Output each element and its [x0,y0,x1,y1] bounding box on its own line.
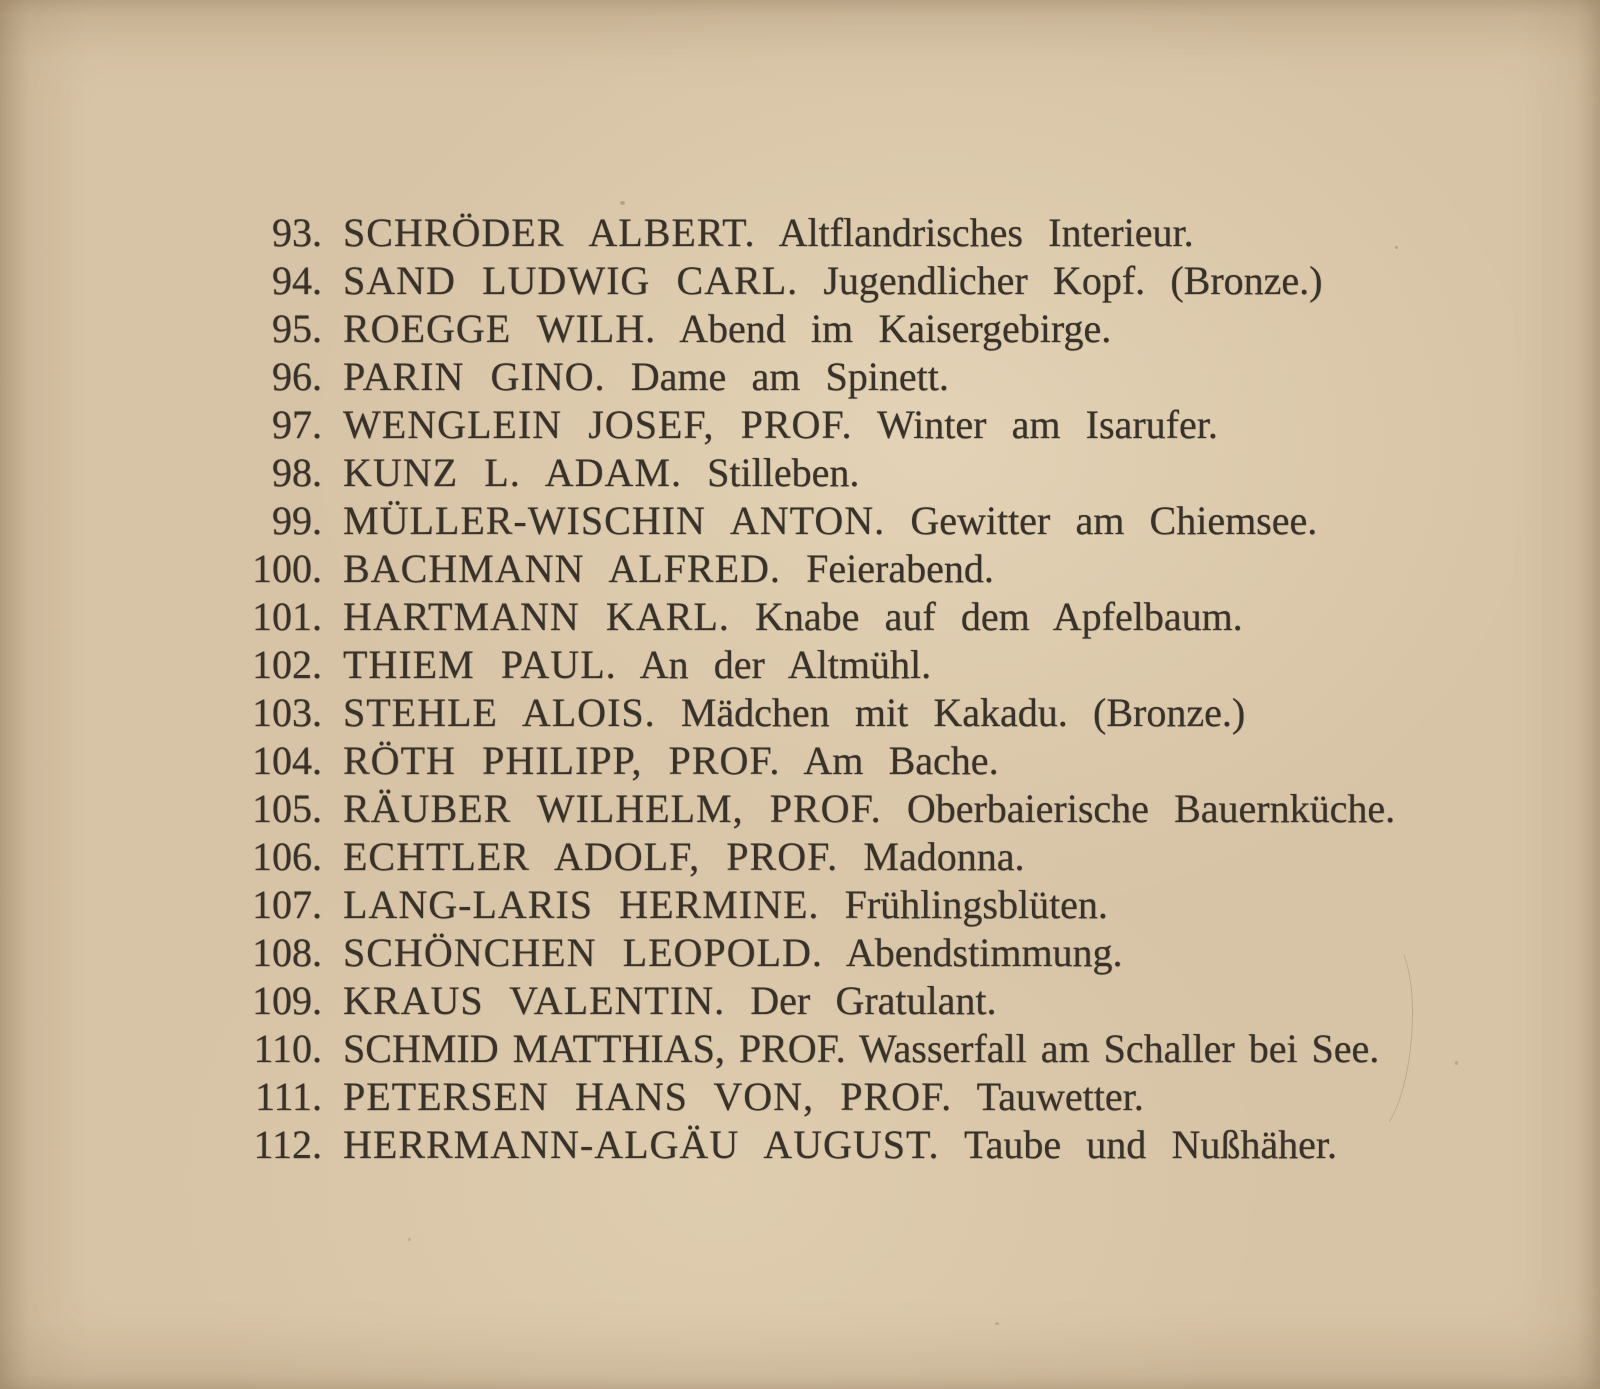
entry-number: 99. [272,498,322,543]
entry-title: Am Bache. [803,738,999,783]
catalog-entry [0,929,1600,977]
entry-text [343,1121,1337,1169]
entry-title: Wasserfall am Schaller bei See. [858,1026,1380,1071]
entry-artist: BACHMANN ALFRED. [343,546,781,591]
entry-number: 112. [253,1122,322,1167]
entry-title: Abendstimmung. [845,930,1123,975]
entry-title: Taube und Nußhäher. [963,1122,1338,1167]
entry-artist: LANG-LARIS HERMINE. [343,882,820,927]
entry-number: 101. [252,594,322,639]
entry-number: 111. [254,1074,322,1119]
entry-number: 94. [272,258,322,303]
entry-artist: RÖTH PHILIPP, PROF. [343,738,781,783]
entry-title: Mädchen mit Kakadu. (Bronze.) [680,690,1246,735]
entry-title: Feierabend. [806,546,994,591]
entry-number: 97. [272,402,322,447]
entry-text [343,1073,1144,1121]
paper-speck [995,1322,999,1325]
paper-speck [620,201,625,205]
entry-text [343,545,994,593]
entry-text [343,497,1317,545]
entry-number: 104. [252,738,322,783]
entry-title: Tauwetter. [976,1074,1144,1119]
catalog-entry [0,1073,1600,1121]
entry-number: 95. [272,306,322,351]
entry-number: 110. [253,1026,322,1071]
catalog-entry [0,545,1600,593]
entry-title: Oberbaierische Bauernküche. [906,786,1396,831]
entry-number: 100. [252,546,322,591]
entry-title: Jugendlicher Kopf. (Bronze.) [823,258,1323,303]
entry-title: Dame am Spinett. [630,354,949,399]
catalog-entry [0,737,1600,785]
entry-artist: ROEGGE WILH. [343,306,657,351]
entry-title: Madonna. [863,834,1025,879]
catalog-entry [0,881,1600,929]
catalog-entry [0,401,1600,449]
entry-artist: STEHLE ALOIS. [343,690,656,735]
catalog-entry [0,1025,1600,1073]
entry-number: 108. [252,930,322,975]
entry-artist: ECHTLER ADOLF, PROF. [343,834,839,879]
entry-text [343,689,1245,737]
entry-text [343,641,931,689]
catalog-entry [0,977,1600,1025]
entry-number: 107. [252,882,322,927]
entry-text [343,449,859,497]
entry-number: 105. [252,786,322,831]
entry-text [343,593,1243,641]
entry-text [343,1025,1379,1073]
entry-artist: RÄUBER WILHELM, PROF. [343,786,882,831]
entry-artist: SCHÖNCHEN LEOPOLD. [343,930,823,975]
entry-number: 102. [252,642,322,687]
entry-title: Der Gratulant. [750,978,997,1023]
catalog-entry [0,785,1600,833]
catalog-entry [0,1121,1600,1169]
catalog-entry [0,497,1600,545]
entry-artist: MÜLLER-WISCHIN ANTON. [343,498,886,543]
catalog-entry [0,689,1600,737]
entry-number: 96. [272,354,322,399]
entry-text [343,737,999,785]
entry-artist: SCHMID MATTHIAS, PROF. [343,1026,846,1071]
entry-title: Winter am Isarufer. [876,402,1218,447]
paper-speck [408,1238,411,1241]
entry-text [343,929,1123,977]
catalog-entry [0,209,1600,257]
entry-artist: SCHRÖDER ALBERT. [343,210,756,255]
entry-number: 103. [252,690,322,735]
entry-number: 93. [272,210,322,255]
catalog-entry [0,593,1600,641]
entry-title: Abend im Kaisergebirge. [679,306,1112,351]
entry-title: Frühlingsblüten. [844,882,1108,927]
catalog-entry [0,257,1600,305]
entry-artist: KRAUS VALENTIN. [343,978,726,1023]
entry-artist: SAND LUDWIG CARL. [343,258,799,303]
entry-number: 106. [252,834,322,879]
entry-artist: WENGLEIN JOSEF, PROF. [343,402,853,447]
entry-number: 98. [272,450,322,495]
catalog-entry [0,833,1600,881]
entry-text [343,833,1024,881]
entry-text [343,305,1111,353]
catalog-entry [0,641,1600,689]
entry-artist: HERRMANN-ALGÄU AUGUST. [343,1122,940,1167]
entry-artist: PETERSEN HANS VON, PROF. [343,1074,953,1119]
entry-text [343,401,1218,449]
entry-text [343,977,997,1025]
entry-title: Stilleben. [707,450,860,495]
catalog-entry [0,449,1600,497]
entry-title: Gewitter am Chiemsee. [910,498,1318,543]
entry-artist: KUNZ L. ADAM. [343,450,682,495]
entry-text [343,209,1194,257]
entry-artist: THIEM PAUL. [343,642,617,687]
entry-title: Altflandrisches Interieur. [778,210,1194,255]
entry-text [343,353,949,401]
entry-text [343,881,1108,929]
catalog-entry [0,353,1600,401]
catalog-entry [0,305,1600,353]
entry-text [343,785,1395,833]
entry-number: 109. [252,978,322,1023]
entry-artist: PARIN GINO. [343,354,606,399]
entry-title: Knabe auf dem Apfelbaum. [755,594,1243,639]
entry-text [343,257,1323,305]
catalog-entry-list [0,209,1600,1169]
entry-artist: HARTMANN KARL. [343,594,730,639]
entry-title: An der Altmühl. [639,642,932,687]
